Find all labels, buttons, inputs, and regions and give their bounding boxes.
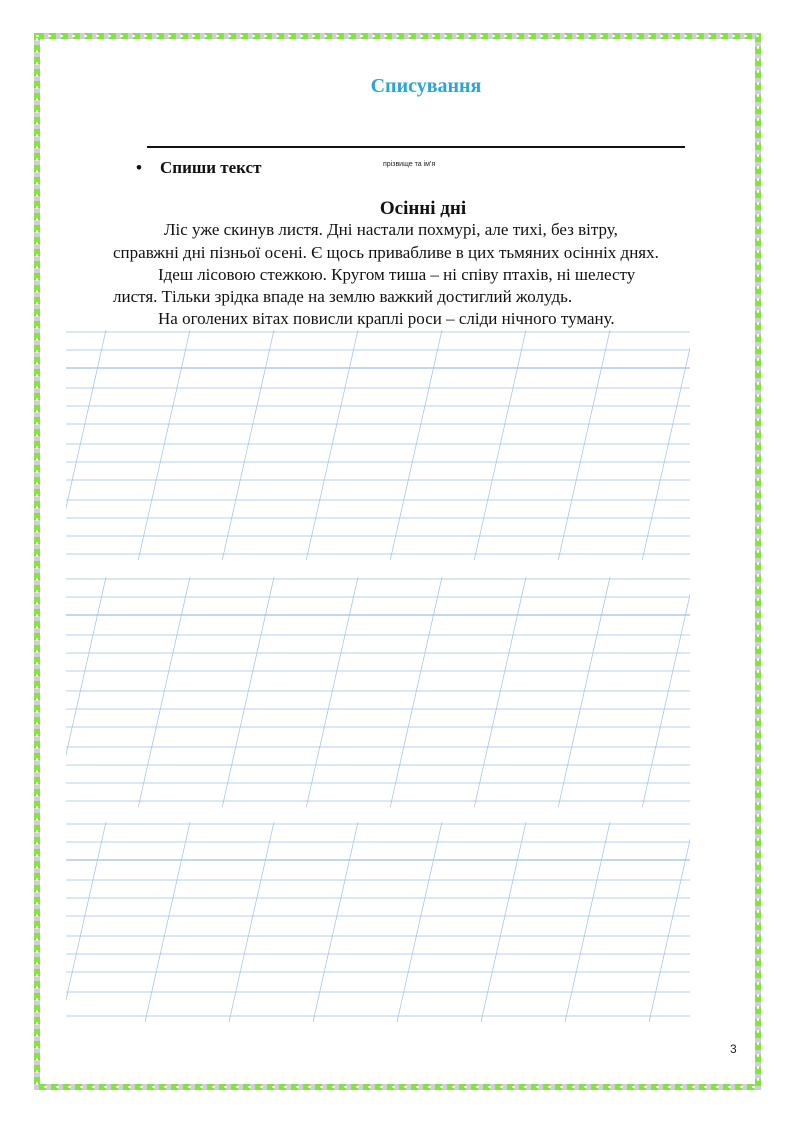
slant-guide-line bbox=[474, 577, 526, 807]
slant-guide-line bbox=[66, 330, 106, 560]
slant-guide-line bbox=[222, 330, 274, 560]
writing-grid[interactable] bbox=[66, 577, 690, 807]
slant-guide-line bbox=[66, 577, 106, 807]
story-line: справжні дні пізньої осені. Є щось привабливе в цих тьмяних осінніх днях. bbox=[113, 243, 659, 262]
slant-guide-line bbox=[642, 330, 690, 560]
slant-guide-line bbox=[558, 330, 610, 560]
slant-guide-line bbox=[390, 330, 442, 560]
name-signature-line[interactable] bbox=[147, 146, 685, 148]
task-label: Спиши текст bbox=[160, 158, 262, 177]
slant-guide-line bbox=[138, 577, 190, 807]
writing-grid[interactable] bbox=[66, 822, 690, 1022]
slant-guide-line bbox=[222, 577, 274, 807]
story-line: Ідеш лісовою стежкою. Кругом тиша – ні співу птахів, ні шелесту bbox=[158, 265, 636, 284]
slant-guide-line bbox=[642, 577, 690, 807]
slant-guide-line bbox=[138, 330, 190, 560]
story-line: На оголених вітах повисли краплі роси – сліди нічного туману. bbox=[158, 309, 615, 328]
writing-grid[interactable] bbox=[66, 330, 690, 560]
bullet-icon: • bbox=[136, 158, 142, 177]
slant-guide-line bbox=[306, 330, 358, 560]
page-number: 3 bbox=[730, 1042, 737, 1056]
slant-guide-line bbox=[306, 577, 358, 807]
slant-guide-line bbox=[390, 577, 442, 807]
story-line: листя. Тільки зрідка впаде на землю важкий достиглий жолудь. bbox=[113, 287, 573, 306]
slant-guide-line bbox=[474, 330, 526, 560]
slant-guide-line bbox=[558, 577, 610, 807]
page-title: Списування bbox=[370, 75, 482, 97]
story-line: Ліс уже скинув листя. Дні настали похмурі, але тихі, без вітру, bbox=[164, 220, 618, 239]
name-caption: прізвище та ім’я bbox=[383, 161, 436, 168]
story-title: Осінні дні bbox=[379, 198, 467, 219]
task-instruction bbox=[136, 158, 261, 178]
